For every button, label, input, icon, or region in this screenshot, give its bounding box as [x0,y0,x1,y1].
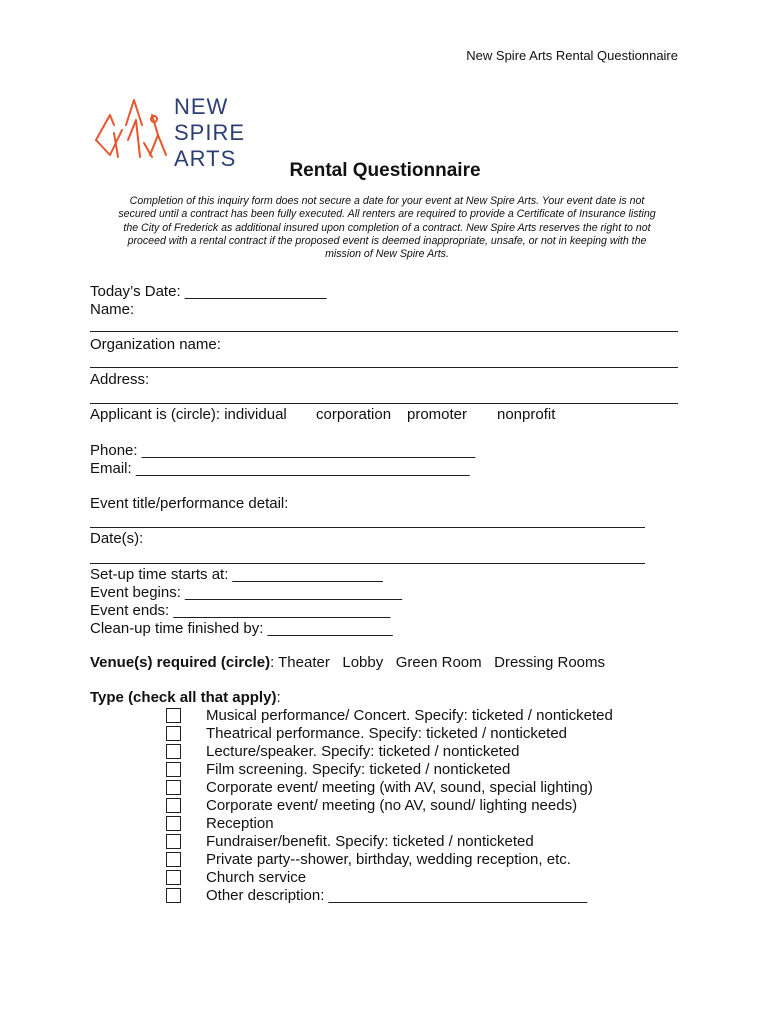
type-item-reception: Reception [206,815,274,832]
event-title-line[interactable] [90,527,645,528]
dates-line[interactable] [90,563,645,564]
intro-paragraph [92,195,682,261]
type-label: Type (check all that apply) [90,689,277,706]
type-item-lecture: Lecture/speaker. Specify: ticketed / nonticketed [206,743,520,760]
name-line[interactable] [90,331,678,332]
type-item-corporate-no-av: Corporate event/ meeting (no AV, sound/ lighting needs) [206,797,578,814]
address-label: Address: [90,371,150,388]
page-title: Rental Questionnaire [289,160,481,181]
spire-logo-icon [92,95,172,170]
organization-label: Organization name: [90,336,221,353]
intro-line: mission of New Spire Arts. [325,248,449,261]
event-begins-field[interactable]: Event begins: __________________________ [90,584,402,601]
venue-option-lobby[interactable]: Lobby [342,654,384,671]
document-header: New Spire Arts Rental Questionnaire [466,48,678,63]
type-item-corporate-av: Corporate event/ meeting (with AV, sound, special lighting) [206,779,593,796]
phone-field[interactable]: Phone: ________________________________________ [90,442,476,459]
venue-label: Venue(s) required (circle) [90,654,271,671]
type-checkbox-private-party[interactable] [166,852,181,867]
applicant-option-promoter[interactable]: promoter [407,406,468,423]
applicant-label: Applicant is (circle): individual [90,406,287,423]
type-item-film: Film screening. Specify: ticketed / nonticketed [206,761,511,778]
logo-word-spire: SPIRE [174,120,246,145]
venue-row [90,654,605,672]
setup-time-field[interactable]: Set-up time starts at: __________________ [90,566,383,583]
venue-colon: : [270,654,275,671]
todays-date-field[interactable]: Today’s Date: _________________ [90,283,327,300]
type-item-private-party: Private party--shower, birthday, wedding reception, etc. [206,851,571,868]
type-item-other: Other description: _______________________________ [206,887,588,904]
type-item-fundraiser: Fundraiser/benefit. Specify: ticketed / nonticketed [206,833,534,850]
type-colon: : [276,689,281,706]
type-checkbox-reception[interactable] [166,816,181,831]
type-checkbox-church[interactable] [166,870,181,885]
type-checkbox-corporate-no-av[interactable] [166,798,181,813]
email-field[interactable]: Email: ________________________________________ [90,460,470,477]
event-ends-field[interactable]: Event ends: __________________________ [90,602,391,619]
intro-line: the City of Frederick as additional insured upon completion of a contract. New Spire Arts reserves the right to not [123,221,651,234]
type-checkbox-theatrical[interactable] [166,726,181,741]
name-label: Name: [90,301,135,318]
dates-label: Date(s): [90,530,144,547]
venue-option-theater[interactable]: Theater [278,654,330,671]
logo-word-new: NEW [174,94,229,119]
type-checkbox-film[interactable] [166,762,181,777]
applicant-option-corporation[interactable]: corporation [316,406,392,423]
logo-word-arts: ARTS [174,146,237,171]
address-line[interactable] [90,403,678,404]
type-checkbox-musical[interactable] [166,708,181,723]
cleanup-time-field[interactable]: Clean-up time finished by: _______________ [90,620,393,637]
applicant-option-nonprofit[interactable]: nonprofit [497,406,556,423]
type-checkbox-corporate-av[interactable] [166,780,181,795]
organization-line[interactable] [90,367,678,368]
type-item-theatrical: Theatrical performance. Specify: ticketed / nonticketed [206,725,568,742]
intro-line: secured until a contract has been fully executed. All renters are required to provide a Certificate of Insurance listing [118,208,656,221]
venue-option-green-room[interactable]: Green Room [395,654,482,671]
intro-line: Completion of this inquiry form does not secure a date for your event at New Spire Arts. Your event date is not [129,195,645,207]
event-title-label: Event title/performance detail: [90,495,289,512]
type-label-row [90,689,281,707]
type-checkbox-fundraiser[interactable] [166,834,181,849]
type-checkbox-lecture[interactable] [166,744,181,759]
type-item-musical: Musical performance/ Concert. Specify: ticketed / nonticketed [206,707,613,724]
type-checkbox-other[interactable] [166,888,181,903]
intro-line: proceed with a rental contract if the proposed event is deemed inappropriate, unsafe, or not in keeping with the [127,234,647,247]
type-item-church: Church service [206,869,307,886]
venue-option-dressing-rooms[interactable]: Dressing Rooms [494,654,606,671]
